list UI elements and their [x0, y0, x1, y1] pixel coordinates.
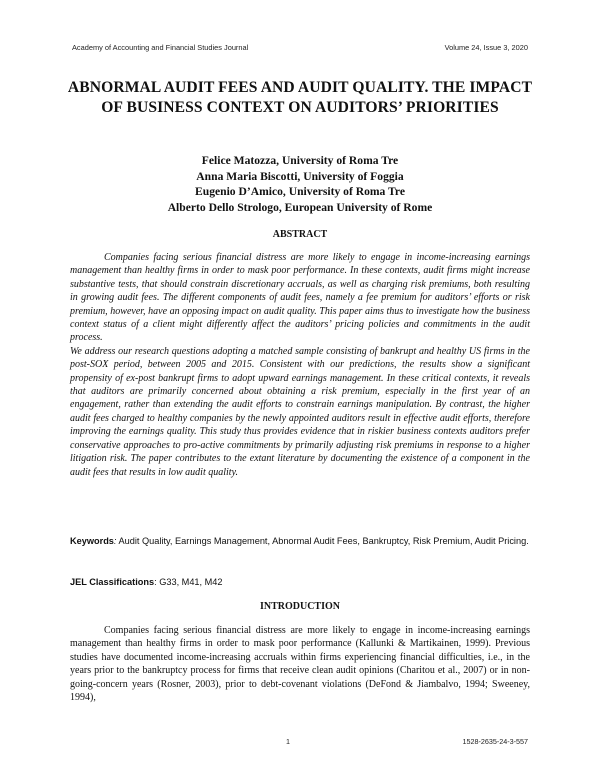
page-number: 1 — [286, 737, 290, 746]
jel-section — [70, 577, 530, 587]
keywords-section — [70, 535, 530, 549]
volume-issue: Volume 24, Issue 3, 2020 — [444, 43, 528, 52]
jel-label: JEL Classifications — [70, 577, 155, 587]
abstract-body — [70, 251, 530, 479]
article-code: 1528-2635-24-3-557 — [462, 737, 528, 746]
introduction-heading: INTRODUCTION — [259, 601, 340, 612]
abstract-paragraph: We address our research questions adopting a matched sample consisting of bankrupt and healthy US firms in the post-SOX period, between 2005 and 2015. Consistent with our predictions, the results show a significant propensity of ex-post bankrupt firms to adopt upward earnings management. In these critical contexts, it reveals that auditors are primarily concerned about obtaining a risk premium, especially in the first year of an engagement, rather than extending the audit efforts to constrain earnings manipulation. By contrast, the higher audit fees charged to healthy companies by the newly appointed auditors result in effective audit efforts, therefore improving the earnings quality. This study thus provides evidence that in riskier business contexts auditors prefer conservative approaches to pro-active commitments by primarily adjusting risk premiums in response to a higher litigation risk. The paper contributes to the extant literature by documenting the existence of a component in the audit fees that results in low audit quality. — [70, 345, 530, 478]
keywords-text: Audit Quality, Earnings Management, Abnormal Audit Fees, Bankruptcy, Risk Premium, Audit Pricing. — [116, 536, 529, 546]
author-line: Eugenio D’Amico, University of Roma Tre — [195, 185, 405, 198]
abstract-paragraph: Companies facing serious financial distress are more likely to engage in income-increasing earnings management than healthy firms in order to mask poor performance. In these contexts, audit firms might increase substantive tests, that should constrain discretionary accruals, as well as charging risk premiums, both resulting in growing audit fees. The different components of audit fees, namely a fee premium for auditors’ efforts or risk premium, however, have an opposing impact on audit quality. This paper aims thus to investigate how the business context status of a client might differently affect the auditors’ pricing policies and commitments in the audit process. — [70, 252, 530, 344]
abstract-heading: ABSTRACT — [272, 229, 328, 240]
keywords-label: Keywords — [70, 536, 114, 546]
author-line: Alberto Dello Strologo, European University of Rome — [167, 200, 433, 214]
running-header — [72, 43, 528, 52]
introduction-paragraph: Companies facing serious financial distress are more likely to engage in income-increasing earnings management than healthy firms in order to mask poor performance (Kallunki & Martikainen, 1999). Previous studies have documented income-increasing accruals within firms experiencing financial difficulties, i.e., in the years prior to the bankruptcy process for firms that receive clean audit opinions (Charitou et al., 2007) or in non-going-concern years (Rosner, 2003), prior to debt-covenant violations (DeFond & Jiambalvo, 1994; Sweeney, 1994), — [70, 625, 530, 704]
keywords-colon: : — [113, 536, 117, 546]
jel-codes: : G33, M41, M42 — [154, 577, 223, 587]
author-line: Anna Maria Biscotti, University of Foggia — [196, 169, 404, 183]
journal-name: Academy of Accounting and Financial Studies Journal — [72, 43, 249, 52]
paper-title: ABNORMAL AUDIT FEES AND AUDIT QUALITY. THE IMPACT OF BUSINESS CONTEXT ON AUDITORS’ PRIORITIES — [67, 79, 533, 116]
author-line: Felice Matozza, University of Roma Tre — [201, 154, 399, 167]
author-list — [60, 153, 540, 215]
